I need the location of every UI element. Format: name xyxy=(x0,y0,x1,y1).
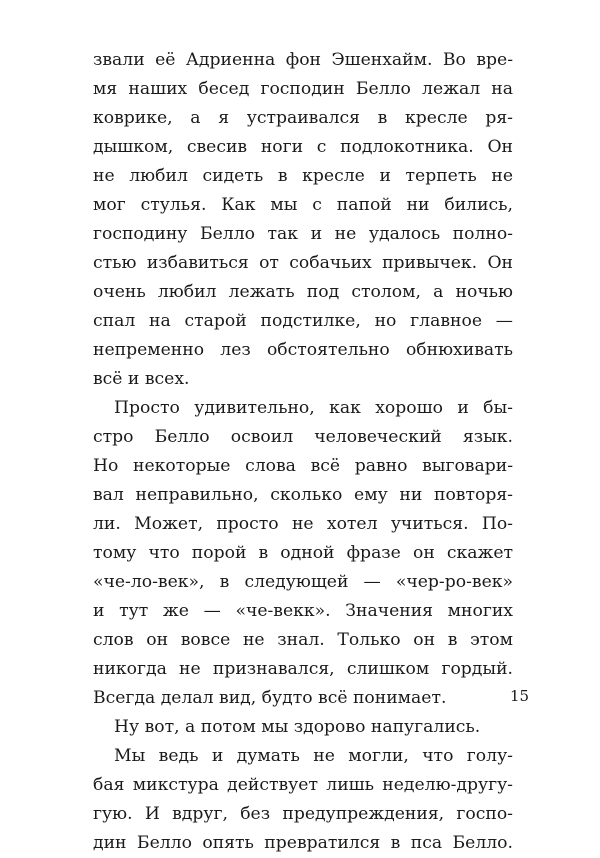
text-line: непременно лез обстоятельно обнюхивать xyxy=(93,340,513,360)
text-line: Но некоторые слова всё равно выговари- xyxy=(93,456,513,476)
text-line: никогда не признавался, слишком гордый. xyxy=(93,659,513,679)
body-text xyxy=(93,46,513,858)
paragraph xyxy=(93,713,513,742)
text-line: дин Белло опять превратился в пса Белло. xyxy=(93,833,513,853)
page-number: 15 xyxy=(510,687,530,705)
text-line: господину Белло так и не удалось полно- xyxy=(93,224,513,244)
text-line: Мы ведь и думать не могли, что голу- xyxy=(114,746,513,766)
text-line: гую. И вдруг, без предупреждения, госпо- xyxy=(93,804,513,824)
text-line: стью избавиться от собачьих привычек. Он xyxy=(93,253,513,273)
text-line: дышком, свесив ноги с подлокотника. Он xyxy=(93,137,513,157)
paragraph xyxy=(93,394,513,713)
text-line: коврике, а я устраивался в кресле ря- xyxy=(93,108,513,128)
text-line: стро Белло освоил человеческий язык. xyxy=(93,427,513,447)
text-line: очень любил лежать под столом, а ночью xyxy=(93,282,513,302)
text-line: «че-ло-век», в следующей — «чер-ро-век» xyxy=(93,572,513,592)
text-line: тому что порой в одной фразе он скажет xyxy=(93,543,513,563)
text-line: Просто удивительно, как хорошо и бы- xyxy=(114,398,513,418)
text-line: спал на старой подстилке, но главное — xyxy=(93,311,513,331)
paragraph xyxy=(93,742,513,858)
text-line: не любил сидеть в кресле и терпеть не xyxy=(93,166,513,186)
text-line: слов он вовсе не знал. Только он в этом xyxy=(93,630,513,650)
paragraph xyxy=(93,46,513,394)
text-line: всё и всех. xyxy=(93,369,190,389)
text-line: мя наших бесед господин Белло лежал на xyxy=(93,79,513,99)
text-line: ли. Может, просто не хотел учиться. По- xyxy=(93,514,513,534)
text-line: и тут же — «че-векк». Значения многих xyxy=(93,601,513,621)
text-line: Всегда делал вид, будто всё понимает. xyxy=(93,688,447,708)
text-line: Ну вот, а потом мы здорово напугались. xyxy=(114,717,481,737)
text-line: вал неправильно, сколько ему ни повторя- xyxy=(93,485,513,505)
text-line: мог стулья. Как мы с папой ни бились, xyxy=(93,195,513,215)
text-line: звали её Адриенна фон Эшенхайм. Во вре- xyxy=(93,50,513,70)
text-line: бая микстура действует лишь неделю-другу- xyxy=(93,775,513,795)
